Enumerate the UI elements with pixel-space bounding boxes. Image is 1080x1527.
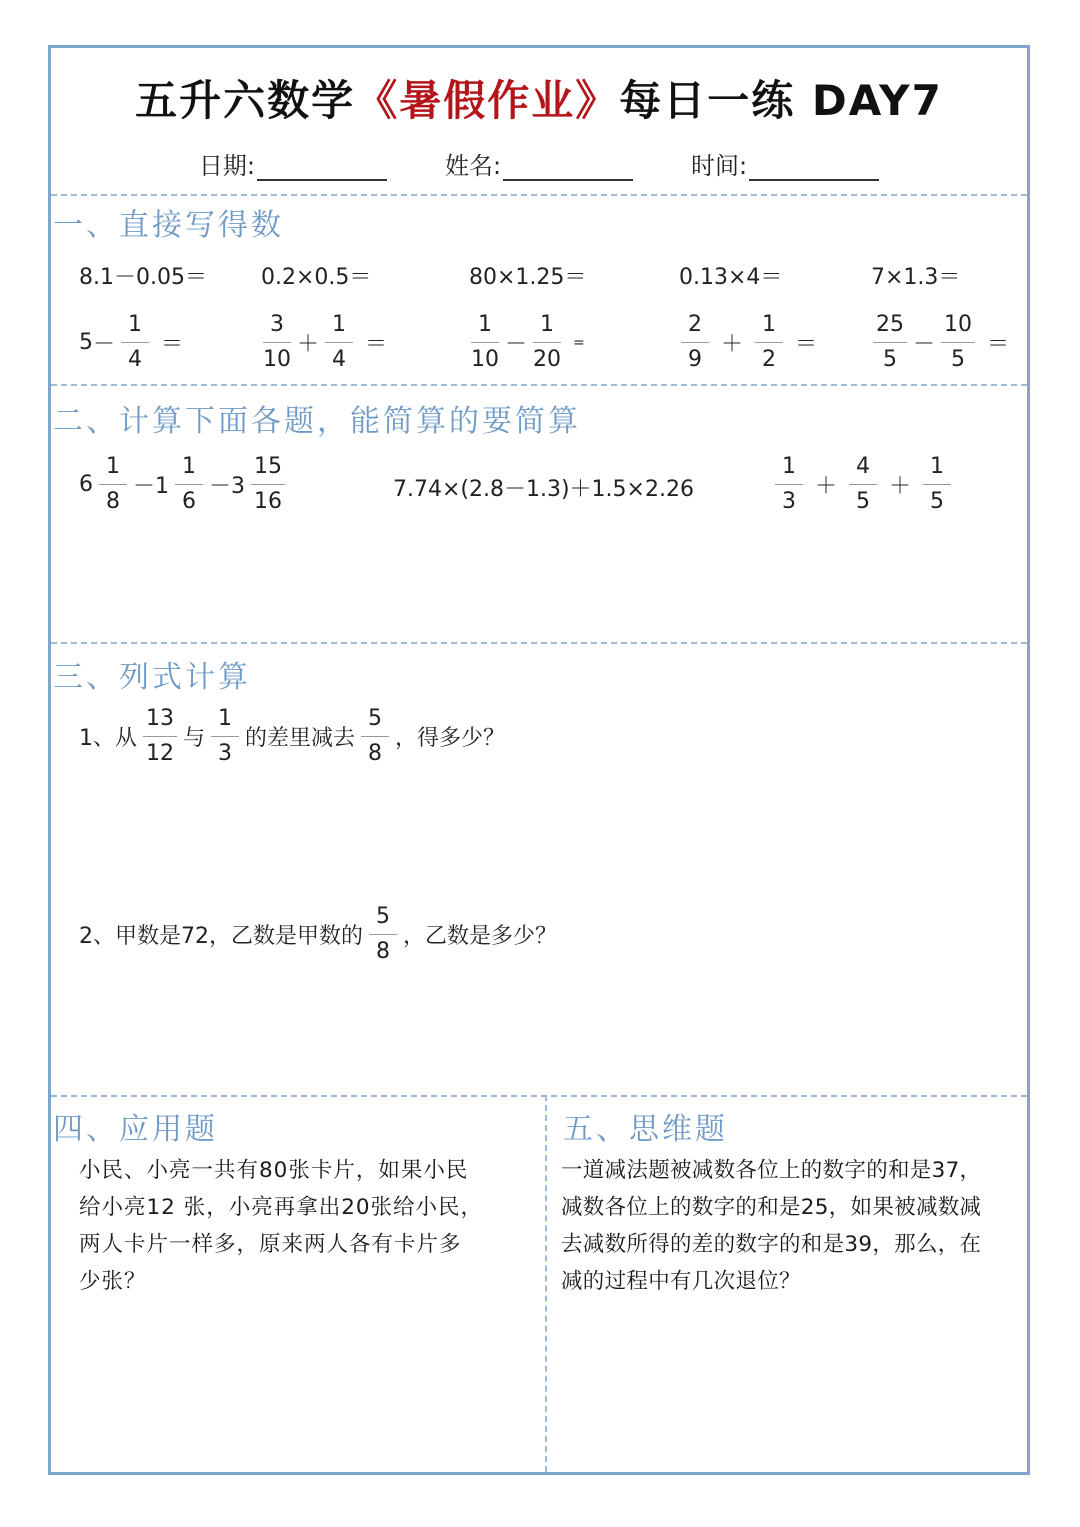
fraction: $\frac{1}{3}$	[211, 708, 239, 765]
s1-q2: 0.2×0.5＝	[261, 265, 372, 290]
fraction: $\frac{1}{4}$	[325, 314, 353, 371]
section1-title: 一、直接写得数	[53, 208, 284, 243]
time-field[interactable]	[691, 146, 879, 181]
time-blank[interactable]	[749, 153, 879, 181]
worksheet	[48, 45, 1030, 1475]
title-suffix: 每日一练 DAY7	[619, 76, 943, 125]
fraction: $\frac{1}{6}$	[175, 456, 203, 513]
date-field[interactable]	[199, 146, 387, 181]
divider	[51, 194, 1027, 196]
fraction: $\frac{1}{5}$	[923, 456, 951, 513]
s2-q2: 7.74×(2.8－1.3)＋1.5×2.26	[393, 477, 694, 502]
name-label: 姓名:	[444, 152, 502, 180]
fraction: $\frac{5}{8}$	[361, 708, 389, 765]
divider	[51, 1095, 1027, 1097]
s2-q3: $\frac{1}{3}$ ＋ $\frac{4}{5}$ ＋ $\frac{1}{5}$	[769, 456, 957, 513]
fraction: $\frac{1}{20}$	[533, 312, 562, 372]
s1-q6: 5 － $\frac{1}{4}$ ＝	[79, 312, 184, 372]
date-blank[interactable]	[257, 153, 387, 181]
s5-problem: 一道减法题被减数各位上的数字的和是37， 减数各位上的数字的和是25，如果被减数减 去减数所得的差的数字的和是39，那么，在 减的过程中有几次退位？	[561, 1158, 982, 1294]
fraction: $\frac{1}{2}$	[755, 314, 783, 371]
fraction: $\frac{1}{8}$	[99, 456, 127, 513]
title-highlight: 《暑假作业》	[355, 76, 620, 125]
fraction: $\frac{1}{3}$	[775, 456, 803, 513]
fraction: $\frac{5}{8}$	[369, 906, 397, 963]
info-row	[51, 146, 1027, 181]
s3-q2: 2、甲数是72，乙数是甲数的 $\frac{5}{8}$ ，乙数是多少？	[79, 904, 558, 964]
fraction: $\frac{2}{9}$	[681, 314, 709, 371]
fraction: $\frac{15}{16}$	[251, 456, 285, 513]
title-prefix: 五升六数学	[135, 76, 356, 125]
fraction: $\frac{10}{5}$	[941, 314, 975, 371]
fraction: $\frac{3}{10}$	[263, 312, 291, 372]
fraction: $\frac{25}{5}$	[873, 314, 907, 371]
s1-q8: $\frac{1}{10}$ － $\frac{1}{20}$ =	[471, 312, 585, 372]
time-label: 时间:	[691, 152, 748, 180]
divider	[51, 384, 1027, 386]
section5-title: 五、思维题	[563, 1112, 728, 1147]
s1-q3: 80×1.25＝	[469, 265, 587, 290]
name-field[interactable]	[445, 146, 633, 181]
s1-q9: $\frac{2}{9}$ ＋ $\frac{1}{2}$ ＝	[675, 314, 823, 371]
fraction: $\frac{1}{10}$	[471, 312, 499, 372]
s1-q1: 8.1－0.05＝	[79, 265, 207, 290]
s3-q1: 1、从 $\frac{13}{12}$ 与 $\frac{1}{3}$ 的差里减去 $\frac{5}{8}$ ，得多少？	[79, 706, 506, 766]
section4-title: 四、应用题	[53, 1112, 218, 1147]
divider	[51, 642, 1027, 644]
page-title	[51, 68, 1027, 128]
date-label: 日期:	[198, 152, 255, 180]
fraction: $\frac{4}{5}$	[849, 456, 877, 513]
section3-title: 三、列式计算	[53, 660, 251, 695]
s1-q4: 0.13×4＝	[679, 265, 783, 290]
section2-title: 二、计算下面各题，能简算的要简算	[53, 404, 581, 439]
column-divider	[545, 1095, 547, 1472]
s4-problem: 小民、小亮一共有80张卡片，如果小民 给小亮12 张，小亮再拿出20张给小民， 两人卡片一样多，原来两人各有卡片多 少张？	[79, 1158, 484, 1294]
s1-q7: $\frac{3}{10}$ ＋ $\frac{1}{4}$ ＝	[263, 312, 388, 372]
s1-q5: 7×1.3＝	[871, 265, 961, 290]
s2-q1: 6 $\frac{1}{8}$ －1 $\frac{1}{6}$ －3 $\frac{15}{16}$	[79, 456, 291, 513]
name-blank[interactable]	[503, 153, 633, 181]
fraction: $\frac{1}{4}$	[121, 314, 149, 371]
s1-q10: $\frac{25}{5}$ － $\frac{10}{5}$ ＝	[867, 314, 1015, 371]
fraction: $\frac{13}{12}$	[143, 708, 177, 765]
